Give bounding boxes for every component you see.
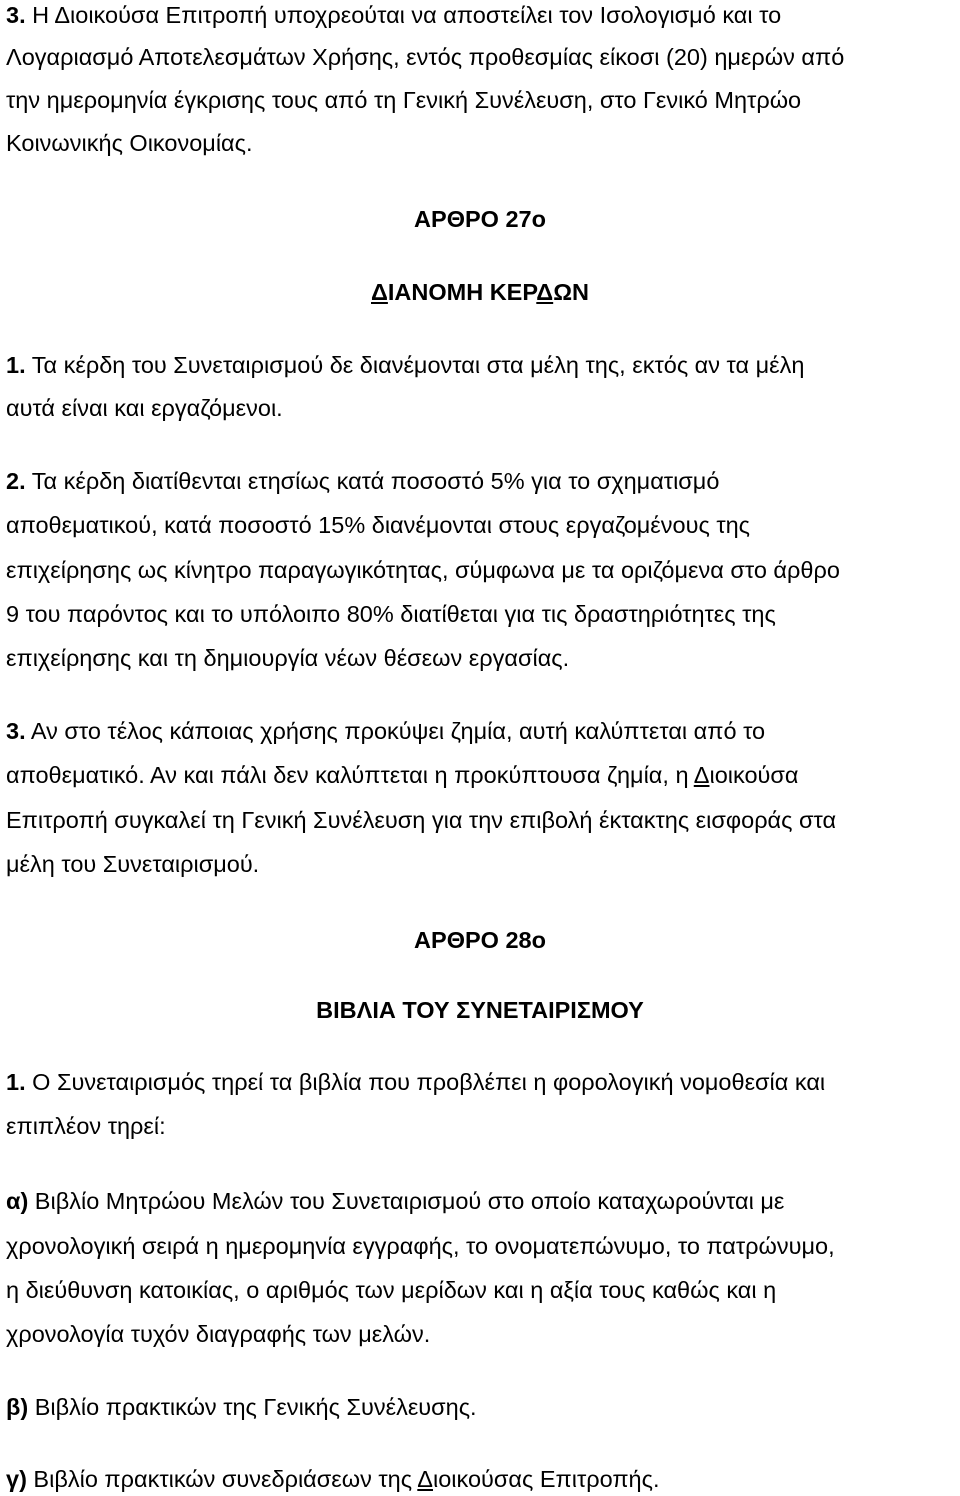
paragraph-text: Τα κέρδη διατίθενται ετησίως κατά ποσοστό 5% για το σχηματισμό (25, 468, 720, 494)
article-27-heading (0, 277, 960, 307)
art28-p1-line-1 (6, 1067, 825, 1097)
article-28-heading: ΒΙΒΛΙΑ ΤΟΥ ΣΥΝΕΤΑΙΡΙΣΜΟΥ (316, 997, 644, 1023)
paragraph-3-line-2: Λογαριασμό Αποτελεσμάτων Χρήσης, εντός προθεσμίας είκοσι (20) ημερών από (6, 44, 845, 70)
item-text: Βιβλίο Μητρώου Μελών του Συνεταιρισμού στο οποίο καταχωρούνται με (28, 1188, 785, 1214)
item-label: γ) (6, 1466, 27, 1492)
paragraph-3-line-1 (6, 0, 781, 30)
art27-p3-line-4: μέλη του Συνεταιρισμού. (6, 851, 260, 877)
paragraph-text: Η Διοικούσα Επιτροπή υποχρεούται να αποστείλει τον Ισολογισμό και το (25, 2, 782, 28)
art27-p1-line-1 (6, 350, 804, 380)
paragraph-text: Τα κέρδη του Συνεταιρισμού δε διανέμονται στα μέλη της, εκτός αν τα μέλη (25, 352, 805, 378)
underlined-letter: Δ (693, 762, 710, 788)
paragraph-text: ιοικούσα (709, 762, 799, 788)
art28-p1-line-2: επιπλέον τηρεί: (6, 1113, 166, 1139)
art27-p1-line-2: αυτά είναι και εργαζόμενοι. (6, 395, 283, 421)
item-label: α) (6, 1188, 29, 1214)
item-label: β) (6, 1394, 29, 1420)
art28-a-line-1 (6, 1186, 784, 1216)
art28-c-line (6, 1464, 659, 1494)
art27-p3-line-3: Επιτροπή συγκαλεί τη Γενική Συνέλευση για την επιβολή έκτακτης εισφοράς στα (6, 807, 837, 833)
art27-p2-line-1 (6, 466, 719, 496)
paragraph-number: 3. (6, 718, 26, 744)
art28-a-line-4: χρονολογία τυχόν διαγραφής των μελών. (6, 1321, 431, 1347)
paragraph-3-line-4: Κοινωνικής Οικονομίας. (6, 130, 253, 156)
art27-p2-line-3: επιχείρησης ως κίνητρο παραγωγικότητας, σύμφωνα με τα οριζόμενα στο άρθρο (6, 557, 840, 583)
article-27-title: ΑΡΘΡΟ 27ο (414, 206, 546, 232)
paragraph-number: 2. (6, 468, 26, 494)
paragraph-number: 1. (6, 352, 26, 378)
art28-a-line-2: χρονολογική σειρά η ημερομηνία εγγραφής, το ονοματεπώνυμο, το πατρώνυμο, (6, 1233, 835, 1259)
item-text: Βιβλίο πρακτικών της Γενικής Συνέλευσης. (28, 1394, 477, 1420)
paragraph-text: αποθεματικό. Αν και πάλι δεν καλύπτεται η προκύπτουσα ζημία, η (6, 762, 694, 788)
item-text: Βιβλίο πρακτικών συνεδριάσεων της (26, 1466, 418, 1492)
art27-p2-line-4: 9 του παρόντος και το υπόλοιπο 80% διατίθεται για τις δραστηριότητες της (6, 601, 776, 627)
art27-p2-line-5: επιχείρησης και τη δημιουργία νέων θέσεων εργασίας. (6, 645, 570, 671)
paragraph-number: 1. (6, 1069, 26, 1095)
art27-p3-line-2 (6, 760, 798, 790)
paragraph-text: Ο Συνεταιρισμός τηρεί τα βιβλία που προβλέπει η φορολογική νομοθεσία και (25, 1069, 826, 1095)
heading-letter: Δ (536, 279, 554, 305)
paragraph-text: Αν στο τέλος κάποιας χρήσης προκύψει ζημία, αυτή καλύπτεται από το (25, 718, 766, 744)
art27-p2-line-2: αποθεματικού, κατά ποσοστό 15% διανέμονται στους εργαζομένους της (6, 512, 750, 538)
underlined-letter: Δ (417, 1466, 433, 1492)
art28-b-line (6, 1392, 477, 1422)
heading-letter: Δ (371, 279, 388, 305)
item-text: ιοικούσας Επιτροπής. (433, 1466, 660, 1492)
art28-a-line-3: η διεύθυνση κατοικίας, ο αριθμός των μερίδων και η αξία τους καθώς και η (6, 1277, 777, 1303)
paragraph-3-line-3: την ημερομηνία έγκρισης τους από τη Γενική Συνέλευση, στο Γενικό Μητρώο (6, 87, 802, 113)
heading-text: ΩΝ (553, 279, 589, 305)
art27-p3-line-1 (6, 716, 765, 746)
article-28-title: ΑΡΘΡΟ 28ο (414, 927, 546, 953)
paragraph-number: 3. (6, 2, 26, 28)
heading-text: ΙΑΝΟΜΗ ΚΕΡ (387, 279, 537, 305)
